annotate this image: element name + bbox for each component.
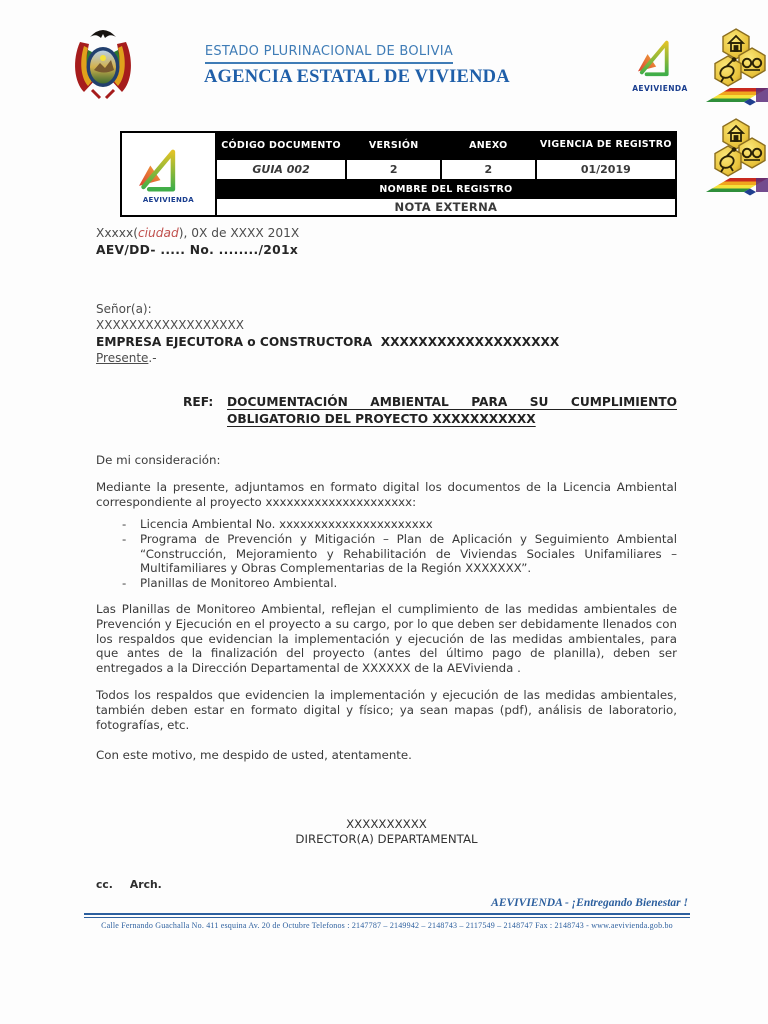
presente-line <box>96 350 677 366</box>
col-header-anexo: ANEXO <box>441 132 536 159</box>
presente: Presente <box>96 351 149 366</box>
aevivienda-triangle-icon <box>631 36 689 80</box>
presente-suffix: .- <box>148 351 157 366</box>
aevivienda-logo <box>628 36 692 93</box>
greeting: De mi consideración: <box>96 452 221 467</box>
col-header-version: VERSIÓN <box>346 132 441 159</box>
footer-rule <box>84 913 690 918</box>
footer-address: Calle Fernando Guachalla No. 411 esquina Av. 20 de Octubre Telefonos : 2147787 – 2149942 – 2148743 – 2117549 – 2148747 Fax : 2148743 - www.aevivienda.gob.bo <box>101 921 673 930</box>
value-codigo: GUIA 002 <box>216 159 347 180</box>
letter-body <box>96 225 677 763</box>
signature-block <box>96 817 677 847</box>
salutation: Señor(a): <box>96 302 152 316</box>
col-header-vigencia: VIGENCIA DE REGISTRO <box>536 132 676 159</box>
paragraph-1: Mediante la presente, adjuntamos en formato digital los documentos de la Licencia Ambiental correspondiente al proyecto xxxxxxxxxxxxxxxxxxxxx: <box>96 480 677 509</box>
value-vigencia: 01/2019 <box>536 159 676 180</box>
col-header-codigo: CÓDIGO DOCUMENTO <box>216 132 347 159</box>
cc-label: cc. <box>96 878 113 891</box>
reference-number: AEV/DD- ..... No. ......../201x <box>96 243 299 257</box>
date-suffix: ), 0X de XXXX 201X <box>178 226 300 240</box>
table-logo-text: AEVIVIENDA <box>142 196 194 204</box>
date-prefix: Xxxxx( <box>96 226 138 240</box>
signature-name: XXXXXXXXXX <box>346 817 427 831</box>
aevivienda-logo-text: AEVIVIENDA <box>632 84 688 93</box>
recipient-company: EMPRESA EJECUTORA o CONSTRUCTORA XXXXXXXXXXXXXXXXXXX <box>96 334 560 349</box>
closing-line: Con este motivo, me despido de usted, atentamente. <box>96 748 412 763</box>
attachment-list <box>96 517 677 590</box>
recipient-block <box>96 301 677 367</box>
date-line <box>96 225 677 242</box>
letterhead <box>204 40 510 88</box>
ref-label: REF: <box>183 394 214 409</box>
aevivienda-triangle-icon <box>129 144 201 196</box>
ref-subject: DOCUMENTACIÓN AMBIENTAL PARA SU CUMPLIMIENTO OBLIGATORIO DEL PROYECTO XXXXXXXXXXX <box>227 394 677 427</box>
recipient-name: XXXXXXXXXXXXXXXXXX <box>96 318 244 333</box>
value-version: 2 <box>346 159 441 180</box>
footer-tagline: AEVIVIENDA - ¡Entregando Bienestar ! <box>491 897 688 909</box>
signature-title: DIRECTOR(A) DEPARTAMENTAL <box>295 832 478 846</box>
cc-value: Arch. <box>129 878 162 891</box>
document-control-table <box>120 131 677 217</box>
paragraph-2: Las Planillas de Monitoreo Ambiental, reflejan el cumplimiento de las medidas ambientales de Prevención y Ejecución en el proyecto a su cargo, por lo que deben ser debidamente llenados con los respaldos que evidencian la implementación y ejecución de las medidas ambientales, para que antes de la finalización del proyecto (antes del último pago de planilla), deben ser entregados a la Dirección Departamental de XXXXXX de la AEVivienda . <box>96 602 677 675</box>
cc-line <box>96 878 162 891</box>
paragraph-3: Todos los respaldos que evidencien la implementación y ejecución de las medidas ambientales, también deben estar en formato digital y físico; ya sean mapas (pdf), análisis de laboratorio, fotografías, etc. <box>96 688 677 732</box>
list-item: - Planillas de Monitoreo Ambiental. <box>96 576 677 591</box>
table-logo-cell <box>121 132 216 216</box>
registro-label: NOMBRE DEL REGISTRO <box>216 180 676 198</box>
hex-badges-icon <box>704 26 768 108</box>
bolivia-coat-of-arms-icon <box>70 26 136 104</box>
ref-block <box>96 394 677 429</box>
agency-title: AGENCIA ESTATAL DE VIVIENDA <box>204 67 510 87</box>
country-title: ESTADO PLURINACIONAL DE BOLIVIA <box>205 44 453 64</box>
registro-value: NOTA EXTERNA <box>216 198 676 216</box>
list-item: - Programa de Prevención y Mitigación – Plan de Aplicación y Seguimiento Ambiental “Construcción, Mejoramiento y Rehabilitación de Viviendas Sociales Unifamiliares – Multifamiliares y Obras Complementarias de la Región XXXXXXX”. <box>96 532 677 576</box>
value-anexo: 2 <box>441 159 536 180</box>
city-placeholder: ciudad <box>137 226 179 240</box>
list-item: - Licencia Ambiental No. xxxxxxxxxxxxxxxxxxxxxx <box>96 517 677 532</box>
hex-badges-icon <box>704 116 768 198</box>
